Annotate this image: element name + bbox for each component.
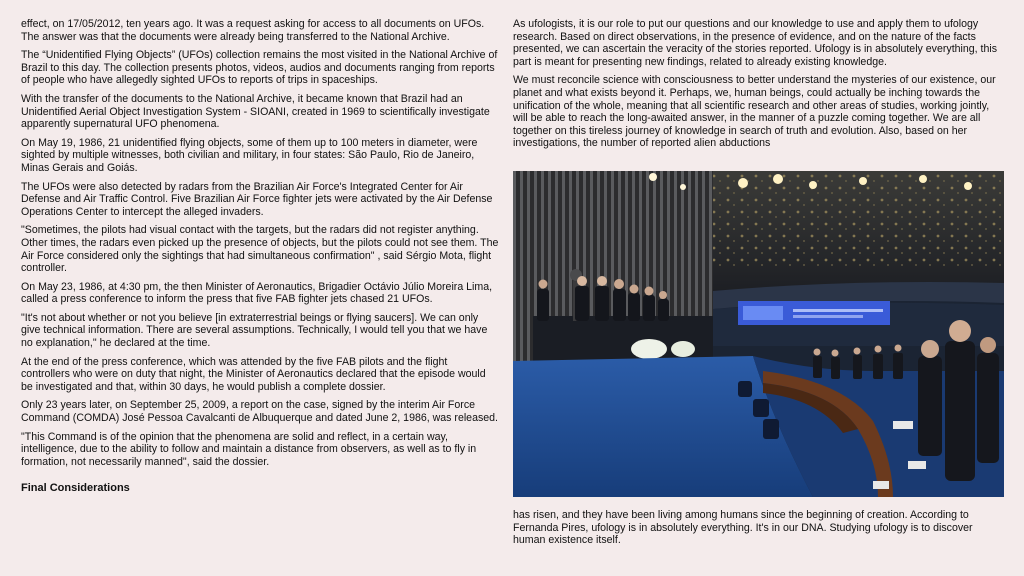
paragraph: "This Command is of the opinion that the phenomena are solid and reflect, in a certain way, intelligence, due to the ability to follow and maintain a distance from observers, as well as to fly in formation, not necessarily manned", said the dossier. [21,430,477,468]
paragraph: "Sometimes, the pilots had visual contact with the targets, but the radars did not register anything. Other times, the radars even picked up the presence of objects, but the pilots could not see them. The Air Force considered only the sightings that had simultaneous confirmation" , said Sérgio Mota, flight controller. [21,224,499,275]
paragraph: The UFOs were also detected by radars from the Brazilian Air Force's Integrated Center for Air Defense and Air Traffic Control. Five Brazilian Air Force fighter jets were activated by the Air Defense Operations Center to intercept the alleged invaders. [21,180,493,218]
paragraph: Only 23 years later, on September 25, 2009, a report on the case, signed by the interim Air Force Command (COMDA) José Pessoa Cavalcanti de Albuquerque and dated June 2, 1986, was released. [21,399,498,425]
senate-chamber-photo [513,171,1004,497]
right-column-continuation [513,509,1002,553]
paragraph: "It's not about whether or not you believe [in extraterrestrial beings or flying saucers]. We can only give technical information. There are several assumptions. Technically, I would tell you that we have no explanation," he declared at the time. [21,311,488,350]
paragraph: At the end of the press conference, which was attended by the five FAB pilots and the flight controllers who were on duty that night, the Minister of Aeronautics declared that the episode would be investigated and that, within 30 days, he would publish a complete dossier. [21,355,486,393]
paragraph: With the transfer of the documents to the National Archive, it became known that Brazil had an Unidentified Aerial Object Investigation System - SIOANI, created in 1969 to scientifically investigate apparently supernatural UFO phenomena. [21,92,490,131]
paragraph: On May 23, 1986, at 4:30 pm, the then Minister of Aeronautics, Brigadier Octávio Júlio Moreira Lima, called a press conference to inform the press that five FAB fighter jets chased 21 UFOs. [21,280,493,306]
senate-chamber-illustration [513,171,1004,497]
section-heading: Final Considerations [21,482,130,495]
paragraph: On May 19, 1986, 21 unidentified flying objects, some of them up to 100 meters in diameter, were sighted by multiple witnesses, both civilian and military, in four states: São Paulo, Rio de Janeiro, Minas Gerais and Goiás. [21,136,478,174]
paragraph: effect, on 17/05/2012, ten years ago. It was a request asking for access to all documents on UFOs. The answer was that the documents were already being transferred to the National Archive. [21,18,485,43]
right-column [513,18,1002,156]
paragraph: has risen, and they have been living among humans since the beginning of creation. According to Fernanda Pires, ufology is in absolutely everything. It's in our DNA. Studying ufology is to discover human existence itself. [513,509,973,547]
left-column [21,18,499,501]
paragraph: We must reconcile science with consciousness to better understand the mysteries of our existence, our planet and what exists beyond it. Perhaps, we, human beings, could actually be inching towards the unification of the whole, meaning that all scientific research and other areas of studies, working jointly, will be able to reach the long-awaited answer, in the manner of a puzzle coming together. We are all together on this tireless journey of knowledge in search of truth and evolution. Also, based on her investigations, the number of reported alien abductions [513,74,996,150]
paragraph: The “Unidentified Flying Objects” (UFOs) collection remains the most visited in the National Archive of Brazil to this day. The collection presents photos, videos, audios and documents ranging from reports of people who have allegedly sighted UFOs to reports of trips in spaceships. [21,49,498,87]
paragraph: As ufologists, it is our role to put our questions and our knowledge to use and apply them to ufology research. Based on direct observations, in the presence of evidence, and on the nature of the facts presented, we can ascertain the veracity of the stories reported. Ufology is in absolutely everything, this part is meant for presenting new findings, related to already existing knowledge. [513,18,998,68]
